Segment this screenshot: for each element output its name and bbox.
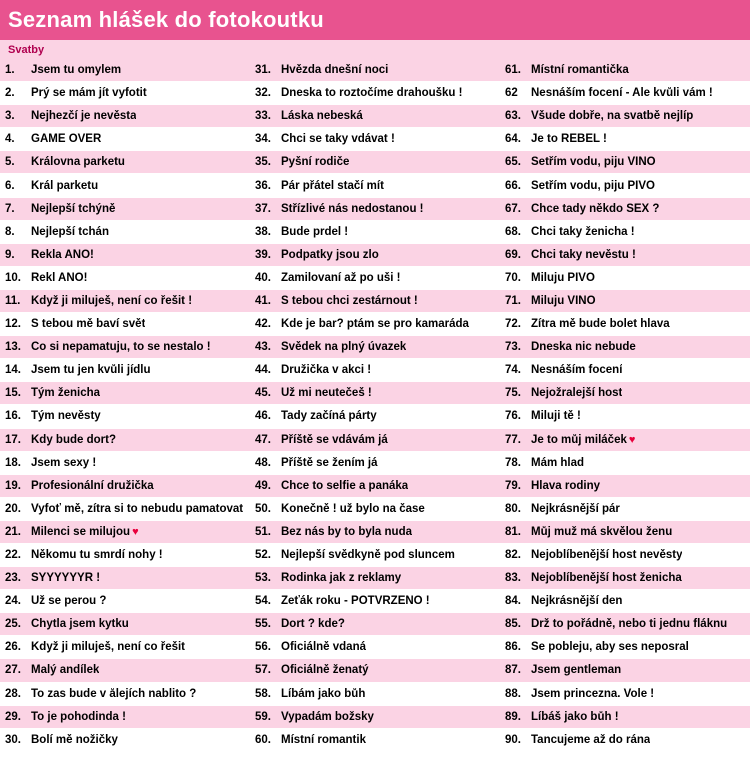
list-item-text: Vypadám božsky [281,710,374,723]
list-item [500,221,750,244]
list-item-number: 5. [5,156,15,169]
column-1 [0,59,250,752]
list-item-text: Jsem princezna. Vole ! [531,687,655,700]
list-item-number: 12. [5,318,21,331]
list-item-text: Zeťák roku - POTVRZENO ! [281,595,430,608]
list-item-text: Místní romantička [531,64,629,77]
list-item-text: Kdy bude dort? [31,433,116,446]
list-item-number: 44. [255,364,271,377]
list-item-number: 81. [505,525,521,538]
list-item-number: 16. [5,410,21,423]
list-item [0,590,250,613]
list-item-number: 21. [5,525,21,538]
list-item-text: Když ji miluješ, není co řešit ! [31,294,193,307]
list-item-number: 89. [505,710,521,723]
list-item [0,405,250,428]
list-item-number: 68. [505,225,521,238]
list-item-text: Zítra mě bude bolet hlava [531,318,670,331]
list-item [0,82,250,105]
column-2 [250,59,500,752]
list-item-number: 74. [505,364,521,377]
list-item-number: 13. [5,341,21,354]
list-item [500,521,750,544]
list-item [0,475,250,498]
list-item-number: 1. [5,64,15,77]
list-item-number: 18. [5,456,21,469]
list-item-text: Příště se žením já [281,456,378,469]
list-item-text: Podpatky jsou zlo [281,248,379,261]
list-item-text: GAME OVER [31,133,102,146]
list-item [250,498,500,521]
list-item-number: 58. [255,687,271,700]
list-item-number: 69. [505,248,521,261]
list-item-text: Kde je bar? ptám se pro kamaráda [281,318,469,331]
list-item [250,359,500,382]
list-item-number: 28. [5,687,21,700]
list-item [0,636,250,659]
list-item-text: Tancujeme až do rána [531,733,651,746]
list-item [500,359,750,382]
list-item [500,336,750,359]
list-item [250,613,500,636]
list-item-number: 27. [5,664,21,677]
list-item-text: Dneska to roztočíme drahoušku ! [281,87,463,100]
list-item-number: 41. [255,294,271,307]
list-item-number: 80. [505,502,521,515]
list-item [500,567,750,590]
list-item-number: 6. [5,179,15,192]
list-item [250,729,500,752]
list-item-number: 46. [255,410,271,423]
list-item-text: Pár přátel stačí mít [281,179,384,192]
list-item-text: Hlava rodiny [531,479,601,492]
list-item-number: 65. [505,156,521,169]
list-item [250,382,500,405]
list-item-text: Tým ženicha [31,387,101,400]
list-item [250,128,500,151]
list-item [250,544,500,567]
list-item [250,151,500,174]
list-item-number: 10. [5,271,21,284]
list-item-number: 26. [5,641,21,654]
list-item [0,128,250,151]
list-item-number: 15. [5,387,21,400]
list-item-text: Řekl ANO! [31,271,88,284]
list-item-number: 25. [5,618,21,631]
list-item [0,336,250,359]
list-item-number: 17. [5,433,21,446]
list-item-text: Můj muž má skvělou ženu [531,525,673,538]
list-item-text: S tebou mě baví svět [31,318,146,331]
list-item-number: 76. [505,410,521,423]
list-item-number: 85. [505,618,521,631]
list-item [0,382,250,405]
list-item-number: 88. [505,687,521,700]
list-item [500,498,750,521]
list-item [500,290,750,313]
list-item-number: 57. [255,664,271,677]
list-item [500,429,750,452]
list-item [500,244,750,267]
list-item [250,198,500,221]
list-item-text: Vyfoť mě, zítra si to nebudu pamatovat [31,502,244,515]
list-item-text: Královna parketu [31,156,125,169]
list-item-text: Když ji miluješ, není co řešit [31,641,186,654]
list-item-number: 53. [255,572,271,585]
list-item-number: 23. [5,572,21,585]
list-item [0,613,250,636]
list-item-number: 9. [5,248,15,261]
list-item [250,659,500,682]
list-item [0,683,250,706]
section-header [0,40,750,59]
list-item [500,105,750,128]
list-item-text: Jsem tu omylem [31,64,122,77]
list-item-text: Místní romantik [281,733,366,746]
list-item [500,590,750,613]
list-item [250,706,500,729]
list-item-text: Všude dobře, na svatbě nejlíp [531,110,694,123]
list-item-text: Chci taky nevěstu ! [531,248,636,261]
list-item-number: 45. [255,387,271,400]
list-item [500,659,750,682]
list-item-number: 67. [505,202,521,215]
list-item-text: Bez nás by to byla nuda [281,525,412,538]
list-item [500,82,750,105]
list-item-text: Jsem sexy ! [31,456,97,469]
list-item [0,729,250,752]
list-item-text: Nesnáším focení - Ale kvůli vám ! [531,87,713,100]
phrase-columns [0,59,750,752]
list-item-number: 78. [505,456,521,469]
list-item [0,198,250,221]
list-item-number: 40. [255,271,271,284]
list-item-number: 3. [5,110,15,123]
list-item [500,729,750,752]
list-item [500,267,750,290]
list-item [500,151,750,174]
list-item-text: Se pobleju, aby ses neposral [531,641,689,654]
list-item [500,382,750,405]
list-item-number: 60. [255,733,271,746]
list-item-number: 50. [255,502,271,515]
list-item-text: Družička v akci ! [281,364,372,377]
list-item [250,590,500,613]
list-item-number: 30. [5,733,21,746]
list-item-number: 4. [5,133,15,146]
list-item-text: Nesnáším focení [531,364,623,377]
list-item-number: 37. [255,202,271,215]
list-item-number: 87. [505,664,521,677]
list-item-number: 63. [505,110,521,123]
list-item [250,267,500,290]
section-label: Svatby [8,43,45,56]
list-item [500,475,750,498]
list-item-number: 19. [5,479,21,492]
list-item-number: 82. [505,549,521,562]
list-item [0,452,250,475]
list-item [250,683,500,706]
list-item-number: 73. [505,341,521,354]
list-item-number: 47. [255,433,271,446]
list-item [250,105,500,128]
list-item [500,636,750,659]
list-item [250,405,500,428]
heart-icon: ♥ [132,525,139,538]
list-item-text: Nejožralejší host [531,387,623,400]
list-item-text: Malý andílek [31,664,100,677]
list-item-number: 33. [255,110,271,123]
list-item-number: 77. [505,433,521,446]
list-item-number: 2. [5,87,15,100]
title-bar [0,0,750,40]
list-item [0,429,250,452]
list-item [250,82,500,105]
list-item-text: Šetřím vodu, piju VÍNO [531,156,656,169]
list-item-number: 66. [505,179,521,192]
list-item-number: 52. [255,549,271,562]
list-item-number: 62 [505,87,518,100]
list-item-number: 83. [505,572,521,585]
list-item-text: Už se perou ? [31,595,107,608]
list-item [0,105,250,128]
list-item-number: 36. [255,179,271,192]
list-item [250,636,500,659]
list-item-text: Nejhezčí je nevěsta [31,110,137,123]
list-item-number: 11. [5,294,21,307]
list-item-text: To je pohodinda ! [31,710,126,723]
list-item-number: 49. [255,479,271,492]
list-item-text: Svědek na plný úvazek [281,341,407,354]
list-item-text: Líbáš jako bůh ! [531,710,619,723]
list-item-text: To zas bude v ålejích nablito ? [31,687,197,700]
list-item-text: Tady začíná párty [281,410,377,423]
list-item [500,59,750,82]
list-item-text: Prý se mám jít vyfotit [31,87,147,100]
list-item-number: 38. [255,225,271,238]
list-item-text: Příště se vdávám já [281,433,388,446]
list-item-number: 8. [5,225,15,238]
list-item-text: Hvězda dnešní noci [281,64,389,77]
list-item [500,405,750,428]
list-item-number: 75. [505,387,521,400]
list-item [0,498,250,521]
list-item-number: 84. [505,595,521,608]
list-item-number: 64. [505,133,521,146]
list-item-number: 54. [255,595,271,608]
list-item-text: Chce to selfie a panáka [281,479,409,492]
list-item-text: Chytla jsem kytku [31,618,129,631]
list-item-number: 79. [505,479,521,492]
list-item-text: Střízlivé nás nedostanou ! [281,202,424,215]
list-item-text: Miluji tě ! [531,410,581,423]
list-item [500,544,750,567]
list-item [0,659,250,682]
list-item-number: 72. [505,318,521,331]
list-item [250,475,500,498]
heart-icon: ♥ [628,433,636,446]
list-item [0,174,250,197]
list-item-text: Láska nebeská [281,110,363,123]
list-item [500,452,750,475]
list-item [0,267,250,290]
list-item-text: Drž to pořádně, nebo ti jednu fláknu [531,618,728,631]
list-item-text: Král parketu [31,179,99,192]
list-item-number: 71. [505,294,521,307]
list-item-text: Milenci se milujou [31,525,131,538]
list-item-text: Nejoblíbenější host nevěsty [531,549,683,562]
list-item-text: Rodinka jak z reklamy [281,572,402,585]
list-item [0,244,250,267]
list-item [500,313,750,336]
list-item [500,683,750,706]
list-item-text: Někomu tu smrdí nohy ! [31,549,163,562]
list-item [500,128,750,151]
list-item-number: 14. [5,364,21,377]
list-item-text: Dneska nic nebude [531,341,636,354]
list-item-text: Jsem tu jen kvůli jídlu [31,364,151,377]
list-item-number: 90. [505,733,521,746]
list-item-number: 51. [255,525,271,538]
list-item-text: Zamilovaní až po uši ! [281,271,401,284]
list-item-number: 39. [255,248,271,261]
list-item [250,429,500,452]
list-item [0,221,250,244]
list-item-number: 86. [505,641,521,654]
list-item-number: 7. [5,202,15,215]
list-item-number: 22. [5,549,21,562]
list-item [0,567,250,590]
list-item [0,359,250,382]
list-item [250,452,500,475]
list-item-text: Šetřím vodu, piju PIVO [531,179,655,192]
list-item [0,544,250,567]
list-item [250,59,500,82]
list-item-text: Nejkrásnější den [531,595,623,608]
list-item-text: S tebou chci zestárnout ! [281,294,418,307]
list-item [0,290,250,313]
list-item-number: 59. [255,710,271,723]
list-item-text: Co si nepamatuju, to se nestalo ! [31,341,211,354]
list-item-text: Oficiálně vdaná [281,641,367,654]
list-item-number: 31. [255,64,271,77]
list-item-number: 35. [255,156,271,169]
list-item-text: Je to můj miláček [531,433,627,446]
list-item-text: Pyšní rodiče [281,156,350,169]
list-item-text: Nejoblíbenější host ženicha [531,572,682,585]
list-item-text: Nejkrásnější pár [531,502,620,515]
list-item [250,290,500,313]
list-item-text: Chci taky ženicha ! [531,225,635,238]
list-item-text: Líbám jako bůh [281,687,366,700]
list-item [250,244,500,267]
list-item-text: Bolí mě nožičky [31,733,118,746]
list-item-text: Oficiálně ženatý [281,664,369,677]
list-item-text: Mám hlad [531,456,585,469]
list-item-number: 24. [5,595,21,608]
list-item [0,151,250,174]
list-item-text: Řekla ANO! [31,248,94,261]
list-item-number: 20. [5,502,21,515]
list-item [500,706,750,729]
column-3 [500,59,750,752]
list-item [0,706,250,729]
page-title: Seznam hlášek do fotokoutku [8,7,324,32]
list-item [0,59,250,82]
list-item [250,567,500,590]
list-item-text: Chce tady někdo SEX ? [531,202,660,215]
list-item-number: 29. [5,710,21,723]
list-item-text: Profesionální družička [31,479,154,492]
list-item-text: Už mi neutečeš ! [281,387,372,400]
list-item-text: Nejlepší tchýně [31,202,116,215]
list-item [500,198,750,221]
list-item-number: 61. [505,64,521,77]
list-item-text: Nejlepší tchán [31,225,109,238]
list-item-text: Bude prdel ! [281,225,349,238]
list-item [0,313,250,336]
list-item-text: SÝÝÝÝÝÝR ! [31,572,101,585]
list-item [0,521,250,544]
list-item-number: 43. [255,341,271,354]
list-item [250,174,500,197]
list-item-text: Chci se taky vdávat ! [281,133,395,146]
list-item [500,613,750,636]
list-item [250,336,500,359]
list-item [250,313,500,336]
list-item-number: 56. [255,641,271,654]
list-item-number: 70. [505,271,521,284]
list-item [500,174,750,197]
list-item-text: Konečně ! už bylo na čase [281,502,425,515]
list-item-text: Je to REBEL ! [531,133,607,146]
list-item [250,221,500,244]
list-item-number: 34. [255,133,271,146]
list-item-text: Miluju VÍNO [531,294,596,307]
list-item-text: Jsem gentleman [531,664,622,677]
list-item [250,521,500,544]
list-item-text: Dort ? kde? [281,618,345,631]
list-item-text: Miluju PIVO [531,271,595,284]
list-item-number: 48. [255,456,271,469]
list-item-number: 42. [255,318,271,331]
list-item-text: Tým nevěsty [31,410,101,423]
list-item-text: Nejlepší svědkyně pod sluncem [281,549,455,562]
list-item-number: 32. [255,87,271,100]
list-item-number: 55. [255,618,271,631]
